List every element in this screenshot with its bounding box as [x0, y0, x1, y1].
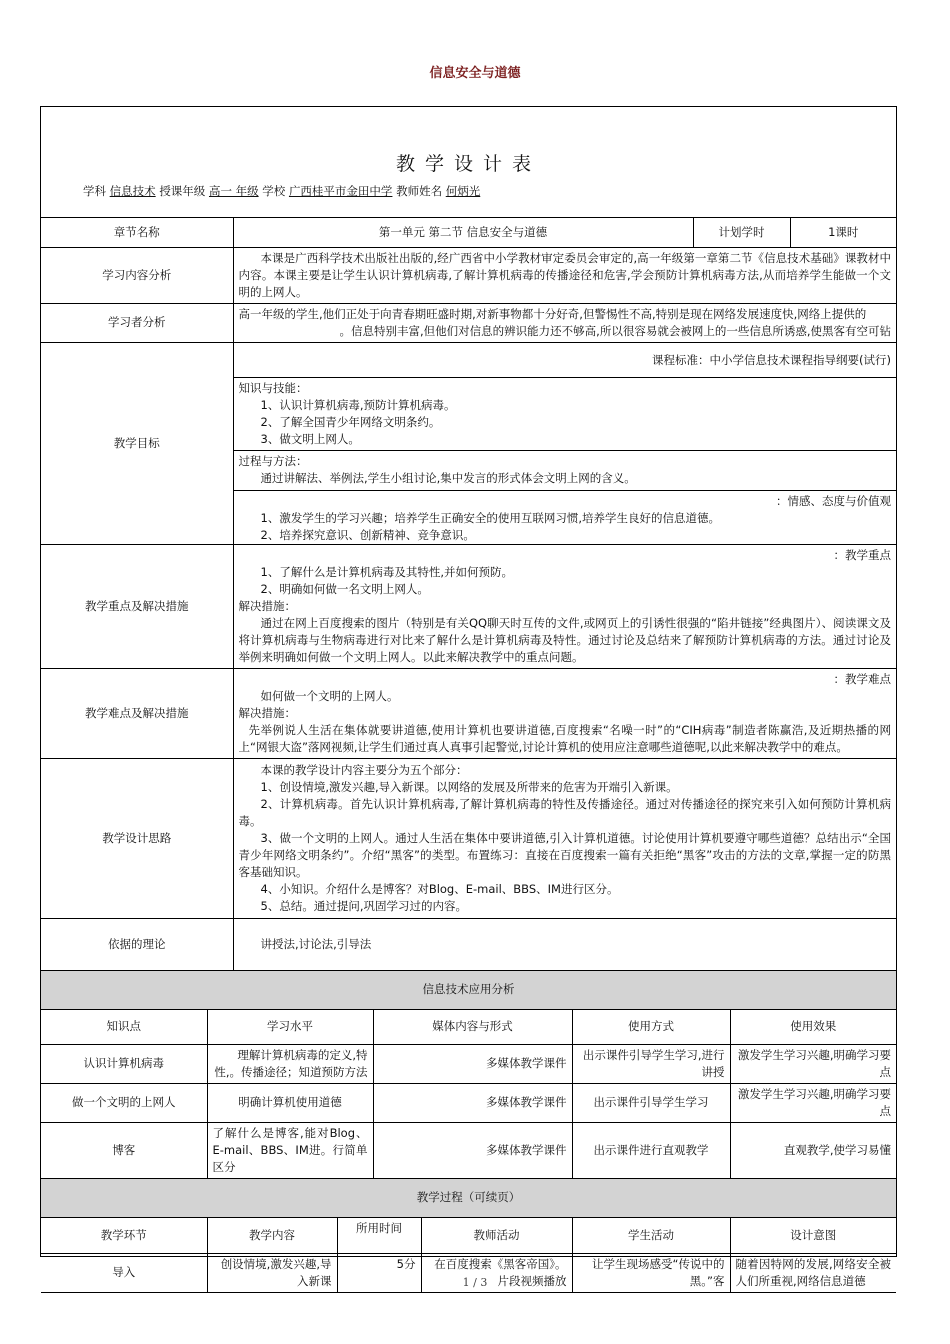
- subject-value: 信息技术: [109, 184, 156, 198]
- teacher-value: 何炳光: [445, 184, 481, 198]
- app-cell: 出示课件引导学生学习,进行讲授: [572, 1044, 730, 1083]
- process-title: 教学过程（可续页）: [41, 1179, 896, 1218]
- app-cell: 激发学生学习兴趣,明确学习要点: [730, 1083, 896, 1122]
- process-header-row: [41, 1217, 896, 1253]
- difficulty-measure-text: 先举例说人生活在集体就要讲道德,使用计算机也要讲道德,百度搜索“名噪一时”的“CIH病毒”制造者陈赢浩,及近期热播的网上“网银大盗”落网视频,让学生们通过真人真事引起警觉,讨论计算机的使用应注意哪些道德呢,以此来解决教学中的难点。: [238, 722, 891, 754]
- key-points-row: [41, 544, 896, 668]
- key-measure-title: 解决措施：: [238, 598, 296, 613]
- document-header-title: 信息安全与道德: [429, 66, 521, 81]
- design-row: [41, 758, 896, 918]
- learner-analysis-label: 学习者分析: [41, 303, 233, 342]
- theory-value: 讲授法,讨论法,引导法: [233, 918, 896, 970]
- app-cell: 出示课件引导学生学习: [572, 1083, 730, 1122]
- app-analysis-header-row: [41, 1009, 896, 1044]
- subject-label: 学科: [83, 184, 106, 198]
- app-cell: 直观教学,使学习易懂: [730, 1122, 896, 1178]
- app-analysis-title-row: [41, 971, 896, 1010]
- learner-analysis-line1: 高一年级的学生,他们正处于向青春期旺盛时期,对新事物都十分好奇,但警惕性不高,特别是现在网络发展速度快,网络上提供的: [238, 306, 867, 321]
- process-header-cell: 所用时间: [337, 1217, 421, 1253]
- process-header-cell: 学生活动: [572, 1217, 730, 1253]
- grade-label: 授课年级: [159, 184, 206, 198]
- learner-analysis-line2: 。信息特别丰富,但他们对信息的辨识能力还不够高,所以很容易就会被网上的一些信息所诱惑,使黑客有空可钻: [339, 323, 891, 338]
- design-item: 5、总结。通过提问,巩固学习过的内容。: [260, 898, 467, 913]
- process-cell: 导入: [41, 1253, 207, 1292]
- form-meta: [83, 183, 480, 199]
- content-analysis-label: 学习内容分析: [41, 247, 233, 303]
- school-label: 学校: [262, 184, 286, 198]
- process-cell: 让学生现场感受“传说中的黑。”客: [572, 1253, 730, 1292]
- teacher-label: 教师姓名: [396, 184, 443, 198]
- emotion-item: 2、培养探究意识、创新精神、竞争意识。: [260, 527, 475, 542]
- knowledge-item: 2、了解全国青少年网络文明条约。: [260, 414, 441, 429]
- key-points-cell: [233, 544, 896, 668]
- table-row: [41, 1122, 896, 1178]
- key-point-item: 1、了解什么是计算机病毒及其特性,并如何预防。: [260, 564, 513, 579]
- app-cell: 多媒体教学课件: [373, 1122, 572, 1178]
- app-cell: 多媒体教学课件: [373, 1044, 572, 1083]
- theory-row: [41, 918, 896, 970]
- content-analysis-text: 本课是广西科学技术出版社出版的,经广西省中小学教材审定委员会审定的,高一年级第一章第二节《信息技术基础》课教材中内容。本课主要是让学生认识计算机病毒,了解计算机病毒的传播途径和危害,学会预防计算机病毒方法,从而培养学生能做一个文明的上网人。: [233, 247, 896, 303]
- objectives-cell: [233, 342, 896, 544]
- learner-analysis-row: [41, 303, 896, 342]
- course-standard: 课程标准：中小学信息技术课程指导纲要(试行): [234, 343, 897, 378]
- process-section: [234, 451, 897, 491]
- form-header: [41, 107, 896, 218]
- table-row: [41, 1083, 896, 1122]
- grade-value: 高一 年级: [208, 184, 259, 198]
- process-cell: 创设情境,激发兴趣,导入新课: [207, 1253, 337, 1292]
- key-points-label: 教学重点及解决措施: [41, 544, 233, 668]
- design-item: 2、计算机病毒。首先认识计算机病毒,了解计算机病毒的特性及传播途径。通过对传播途径的探究来引入如何预防计算机病毒。: [238, 796, 891, 828]
- app-cell: 了解什么是博客,能对Blog、E-mail、BBS、IM进。行简单区分: [207, 1122, 373, 1178]
- school-value: 广西桂平市金田中学: [288, 184, 393, 198]
- emotion-title: ：情感、态度与价值观: [776, 493, 891, 508]
- emotion-section: [239, 491, 892, 544]
- chapter-label: 章节名称: [41, 218, 233, 247]
- knowledge-item: 3、做文明上网人。: [260, 431, 360, 446]
- difficulties-row: [41, 668, 896, 758]
- hours-label: 计划学时: [693, 218, 790, 247]
- process-cell: 在百度搜索《黑客帝国》。片段视频播放: [421, 1253, 572, 1292]
- app-cell: 出示课件进行直观教学: [572, 1122, 730, 1178]
- design-label: 教学设计思路: [41, 758, 233, 918]
- app-header-cell: 使用方式: [572, 1009, 730, 1044]
- app-cell: 做一个文明的上网人: [41, 1083, 207, 1122]
- theory-label: 依据的理论: [41, 918, 233, 970]
- design-table: [41, 218, 896, 971]
- process-header-cell: 教师活动: [421, 1217, 572, 1253]
- difficulties-cell: [233, 668, 896, 758]
- app-analysis-table: [41, 971, 896, 1179]
- app-header-cell: 知识点: [41, 1009, 207, 1044]
- knowledge-item: 1、认识计算机病毒,预防计算机病毒。: [260, 397, 456, 412]
- app-cell: 激发学生学习兴趣,明确学习要点: [730, 1044, 896, 1083]
- difficulty-item: 如何做一个文明的上网人。: [260, 688, 399, 703]
- difficulties-title: ：教学难点: [833, 671, 891, 686]
- process-title-row: [41, 1179, 896, 1218]
- app-cell: 认识计算机病毒: [41, 1044, 207, 1083]
- app-header-cell: 学习水平: [207, 1009, 373, 1044]
- process-header-cell: 教学环节: [41, 1217, 207, 1253]
- difficulties-label: 教学难点及解决措施: [41, 668, 233, 758]
- page-number: 1 / 3: [462, 1276, 488, 1289]
- content-analysis-row: [41, 247, 896, 303]
- app-header-cell: 媒体内容与形式: [373, 1009, 572, 1044]
- key-points-title: ：教学重点: [833, 547, 891, 562]
- learner-analysis-cell: [233, 303, 896, 342]
- hours-value: 1课时: [790, 218, 896, 247]
- chapter-row: [41, 218, 896, 247]
- knowledge-section: [234, 378, 897, 451]
- app-cell: 博客: [41, 1122, 207, 1178]
- difficulty-measure-title: 解决措施：: [238, 705, 296, 720]
- emotion-item: 1、激发学生的学习兴趣；培养学生正确安全的使用互联网习惯,培养学生良好的信息道德。: [260, 510, 720, 525]
- objectives-row: [41, 342, 896, 544]
- app-cell: 明确计算机使用道德: [207, 1083, 373, 1122]
- process-title: 过程与方法：: [238, 453, 308, 468]
- key-measure-text: 通过在网上百度搜索的图片（特别是有关QQ聊天时互传的文件,或网页上的引诱性很强的“陷井链接”经典图片）、阅读课文及将计算机病毒与生物病毒进行对比来了解什么是计算机病毒及特性。通过讨论及总结来了解预防计算机病毒的方法。通过讨论及举例来明确如何做一个文明上网人。以此来解决教学中的重点问题。: [238, 615, 891, 664]
- design-cell: [233, 758, 896, 918]
- app-cell: 理解计算机病毒的定义,特性,。传播途径；知道预防方法: [207, 1044, 373, 1083]
- objectives-label: 教学目标: [41, 342, 233, 544]
- form-title: 教学设计表: [395, 153, 541, 175]
- process-cell: 5分: [337, 1253, 421, 1292]
- key-point-item: 2、明确如何做一名文明上网人。: [260, 581, 429, 596]
- process-header-cell: 教学内容: [207, 1217, 337, 1253]
- design-item: 4、小知识。介绍什么是博客？对Blog、E-mail、BBS、IM进行区分。: [260, 881, 619, 896]
- chapter-value: 第一单元 第二节 信息安全与道德: [233, 218, 693, 247]
- process-cell: 随着因特网的发展,网络安全被人们所重视,网络信息道德: [730, 1253, 896, 1292]
- app-analysis-title: 信息技术应用分析: [41, 971, 896, 1010]
- design-item: 3、做一个文明的上网人。通过人生活在集体中要讲道德,引入计算机道德。讨论使用计算机要遵守哪些道德？总结出示“全国青少年网络文明条约”。介绍“黑客”的类型。布置练习：直接在百度搜索一篇有关拒绝“黑客”攻击的方法的文章,掌握一定的防黑客基础知识。: [238, 830, 891, 879]
- design-item: 1、创设情境,激发兴趣,导入新课。以网络的发展及所带来的危害为开端引入新课。: [260, 779, 678, 794]
- app-cell: 多媒体教学课件: [373, 1083, 572, 1122]
- app-header-cell: 使用效果: [730, 1009, 896, 1044]
- process-header-cell: 设计意图: [730, 1217, 896, 1253]
- table-row: [41, 1044, 896, 1083]
- design-intro: 本课的教学设计内容主要分为五个部分：: [260, 762, 468, 777]
- knowledge-title: 知识与技能：: [238, 380, 308, 395]
- process-text: 通过讲解法、举例法,学生小组讨论,集中发言的形式体会文明上网的含义。: [260, 470, 636, 485]
